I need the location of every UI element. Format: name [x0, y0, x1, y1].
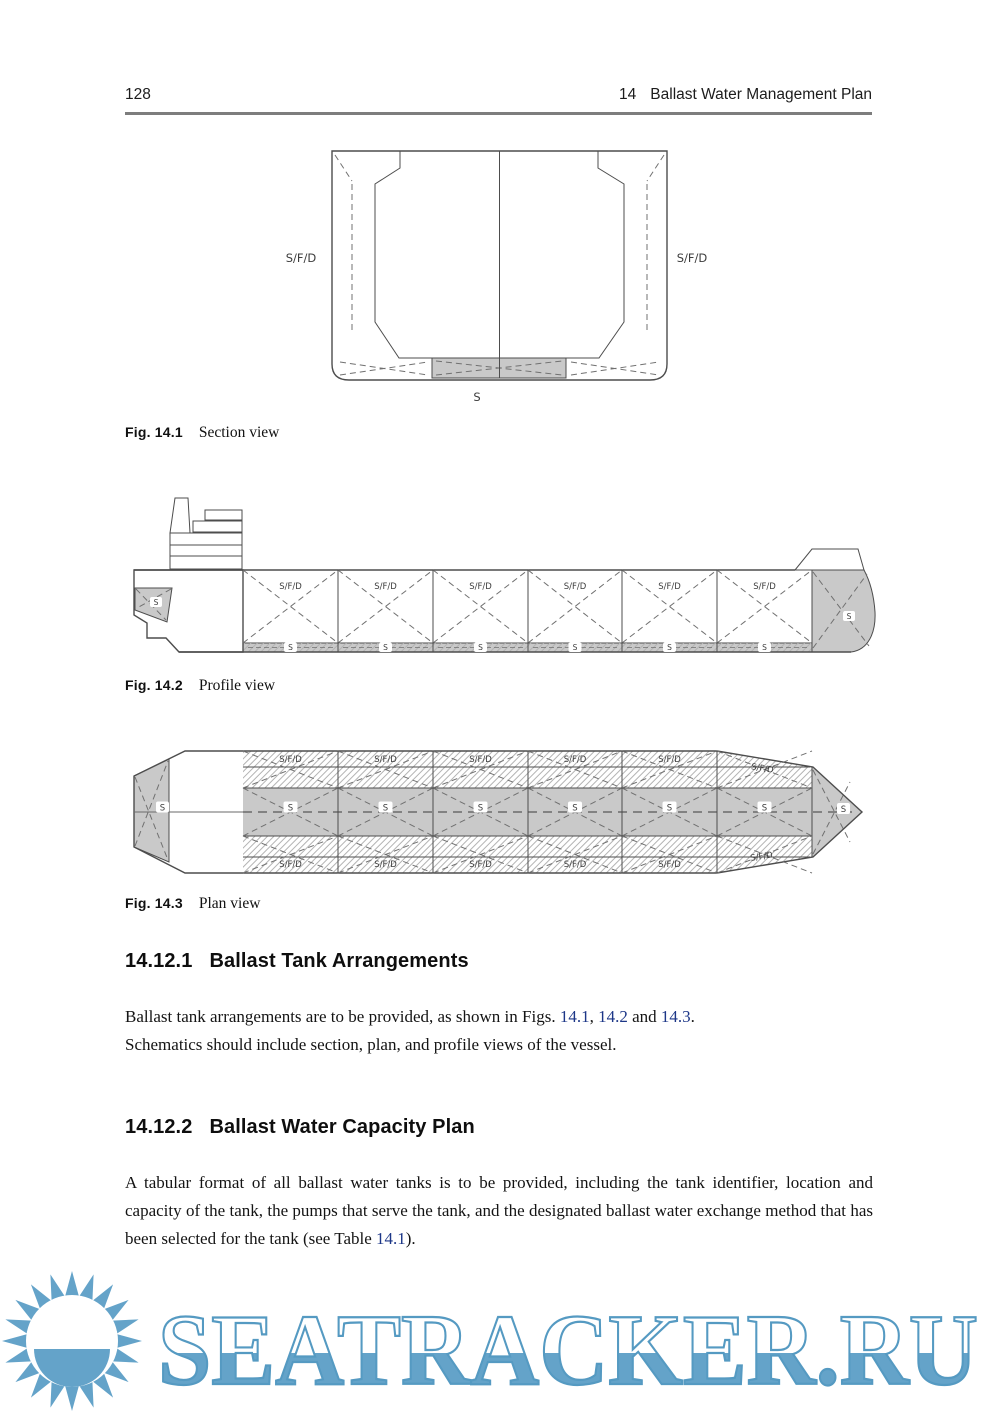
profile-generated: [243, 570, 812, 652]
sfd-label: S/F/D: [563, 582, 587, 592]
chapter-head: [619, 86, 872, 104]
table-link[interactable]: 14.1: [376, 1229, 406, 1248]
fore-peak-tank: [812, 570, 875, 652]
fig1-caption: [125, 424, 279, 442]
para1-sep2: and: [627, 1007, 661, 1026]
chapter-title: Ballast Water Management Plan: [650, 86, 872, 103]
fig1-caption-text: Section view: [198, 424, 280, 441]
fig2-link[interactable]: 14.2: [598, 1007, 628, 1026]
s-label: S: [478, 643, 483, 652]
s-label: S: [761, 803, 768, 814]
fig1-label: Fig. 14.1: [125, 424, 183, 440]
sfd-label: S/F/D: [279, 755, 302, 765]
s-label: S: [477, 803, 484, 814]
sfd-label: S/F/D: [374, 860, 397, 870]
sfd-label: S/F/D: [658, 582, 681, 592]
profile-view-figure: [125, 490, 885, 662]
sfd-label: S/F/D: [753, 582, 776, 592]
sfd-label: S/F/D: [658, 860, 681, 870]
paragraph-2: [125, 1169, 873, 1253]
fig3-label: Fig. 14.3: [125, 895, 183, 911]
plan-view-figure: [125, 742, 870, 882]
sfd-label: S/F/D: [469, 755, 492, 765]
aft-s-label: S: [153, 598, 159, 607]
s-label: S: [287, 803, 294, 814]
watermark: [0, 1258, 993, 1418]
superstructure: [170, 498, 242, 569]
fig1-link[interactable]: 14.1: [559, 1007, 590, 1026]
port-tank-label: S/F/D: [285, 251, 317, 265]
running-head: [125, 86, 872, 104]
sfd-label: S/F/D: [469, 582, 492, 592]
section-heading-2: [125, 1116, 475, 1139]
s-label: S: [762, 643, 767, 652]
paragraph-1: [125, 1003, 873, 1059]
section-heading-1: [125, 950, 469, 973]
para1-sep1: ,: [589, 1007, 599, 1026]
sfd-label: S/F/D: [374, 755, 397, 765]
sfd-label: S/F/D: [658, 755, 681, 765]
watermark-text: SEATRACKER.RU: [158, 1294, 978, 1407]
para1-line2: Schematics should include section, plan, and profile views of the vessel.: [125, 1035, 617, 1054]
double-bottom-label: S: [473, 390, 481, 404]
starboard-tank-label: S/F/D: [676, 251, 708, 265]
para1-dot: .: [690, 1007, 695, 1026]
sfd-label: S/F/D: [374, 582, 397, 592]
fig2-caption-text: Profile view: [198, 677, 276, 694]
sfd-label: S/F/D: [279, 582, 302, 592]
page-number: 128: [125, 86, 151, 103]
s-label: S: [572, 803, 578, 814]
sfd-label: S/F/D: [749, 850, 774, 864]
funnel: [170, 498, 190, 533]
chapter-number: 14: [619, 86, 637, 103]
sfd-label: S/F/D: [469, 860, 492, 870]
fig3-caption: [125, 895, 260, 913]
sfd-label: S/F/D: [750, 762, 775, 776]
section-view-figure: [270, 143, 720, 411]
para2-text: A tabular format of all ballast water tanks is to be provided, including the tank identifier, location and capacity of the tank, the pumps that serve the tank, and the designated ballast water exchange method that has been selected for the tank (see Table: [125, 1173, 873, 1248]
fore-s-label: S: [846, 612, 852, 621]
s-label: S: [382, 803, 389, 814]
s-label: S: [667, 643, 672, 652]
fig2-caption: [125, 677, 275, 695]
para1-text: Ballast tank arrangements are to be provided, as shown in Figs.: [125, 1007, 560, 1026]
fig3-caption-text: Plan view: [198, 895, 261, 912]
sfd-label: S/F/D: [279, 860, 302, 870]
section-number: 14.12.2: [125, 1116, 193, 1138]
s-label: S: [383, 643, 388, 652]
header-rule: [125, 112, 872, 115]
section-title: Ballast Water Capacity Plan: [209, 1116, 475, 1138]
fig3-link[interactable]: 14.3: [660, 1007, 691, 1026]
s-label: S: [572, 643, 578, 652]
s-label: S: [288, 643, 293, 652]
s-label: S: [159, 803, 166, 814]
forecastle: [795, 549, 864, 570]
sfd-label: S/F/D: [563, 755, 587, 765]
section-number: 14.12.1: [125, 950, 193, 972]
s-label: S: [840, 805, 847, 815]
section-title: Ballast Tank Arrangements: [209, 950, 469, 972]
fig2-label: Fig. 14.2: [125, 677, 183, 693]
s-label: S: [666, 803, 673, 814]
para2-post: ).: [405, 1229, 416, 1248]
sfd-label: S/F/D: [563, 860, 587, 870]
